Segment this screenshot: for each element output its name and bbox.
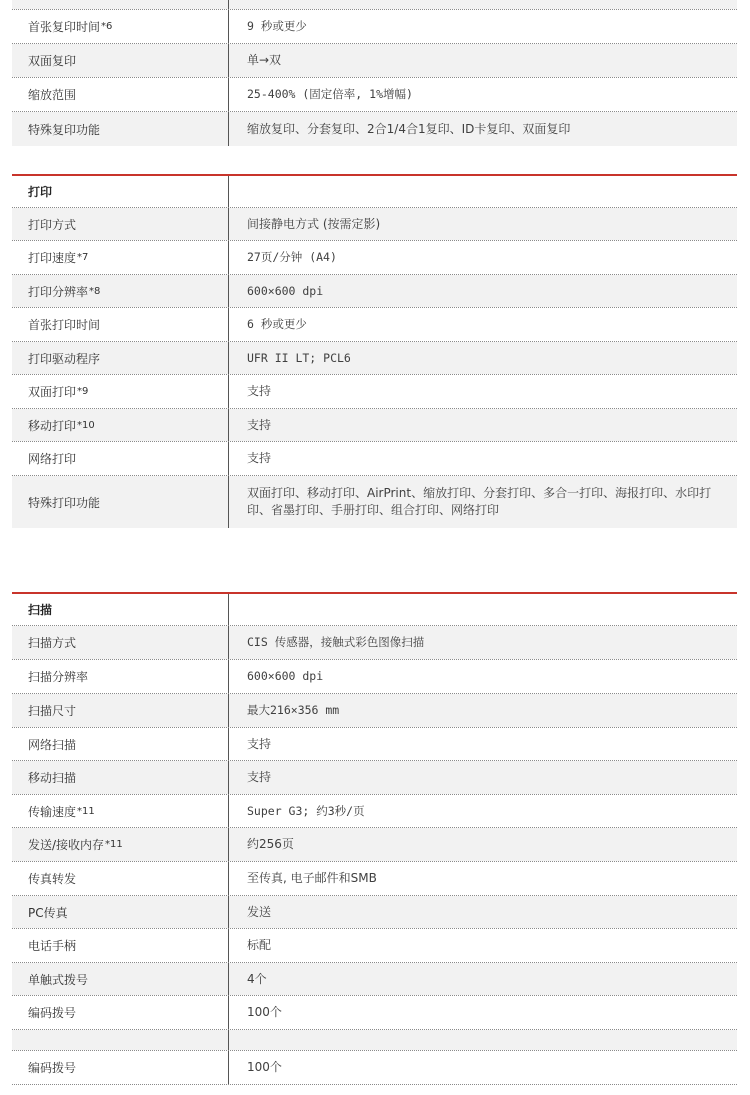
- scan-spec-table: [12, 592, 737, 1085]
- row-value: 至传真, 电子邮件和SMB: [229, 862, 737, 895]
- section-title: 扫描: [12, 594, 229, 625]
- row-label: 传输速度 *11: [12, 795, 229, 827]
- row-label: 特殊打印功能: [12, 476, 229, 528]
- row-label: 缩放范围: [12, 78, 229, 111]
- table-row: [12, 694, 737, 728]
- table-row: [12, 795, 737, 828]
- row-label: 编码拨号: [12, 1051, 229, 1084]
- row-value: [229, 1030, 737, 1050]
- row-label: 电话手柄: [12, 929, 229, 962]
- row-value: 600×600 dpi: [229, 660, 737, 693]
- row-label: 扫描分辨率: [12, 660, 229, 693]
- row-label: 扫描方式: [12, 626, 229, 659]
- table-row: [12, 442, 737, 476]
- table-row: [12, 476, 737, 528]
- row-label: 首张复印时间 *6: [12, 10, 229, 43]
- table-row: [12, 375, 737, 409]
- row-value: 支持: [229, 728, 737, 760]
- section-header-blank: [229, 594, 737, 625]
- row-label: 打印方式: [12, 208, 229, 240]
- table-row: [12, 896, 737, 929]
- row-label: PC传真: [12, 896, 229, 928]
- row-value: 600×600 dpi: [229, 275, 737, 307]
- section-header: [12, 174, 737, 208]
- table-row: [12, 112, 737, 146]
- row-value: 4个: [229, 963, 737, 995]
- row-value: Super G3; 约3秒/页: [229, 795, 737, 827]
- table-row: [12, 208, 737, 241]
- row-label: 移动打印 *10: [12, 409, 229, 441]
- table-row: [12, 660, 737, 694]
- row-label: 首张打印时间: [12, 308, 229, 341]
- row-value: 支持: [229, 409, 737, 441]
- table-row: [12, 929, 737, 963]
- row-value: 约256页: [229, 828, 737, 861]
- row-value: 25-400% (固定倍率, 1%增幅): [229, 78, 737, 111]
- row-label: 特殊复印功能: [12, 112, 229, 146]
- row-label: 单触式拨号: [12, 963, 229, 995]
- row-value: 支持: [229, 761, 737, 794]
- table-row: [12, 342, 737, 375]
- row-value: 发送: [229, 896, 737, 928]
- row-value: 支持: [229, 442, 737, 475]
- table-row: [12, 1051, 737, 1085]
- table-row: [12, 78, 737, 112]
- row-label: 打印速度 *7: [12, 241, 229, 274]
- row-value: 9 秒或更少: [229, 10, 737, 43]
- row-label: [12, 1030, 229, 1050]
- table-row: [12, 275, 737, 308]
- row-label: [12, 0, 229, 9]
- row-label: 双面复印: [12, 44, 229, 77]
- row-value: 100个: [229, 996, 737, 1029]
- table-row-gap: [12, 1030, 737, 1051]
- table-row: [12, 728, 737, 761]
- table-row: [12, 828, 737, 862]
- row-value: 单→双: [229, 44, 737, 77]
- row-label: 发送/接收内存 *11: [12, 828, 229, 861]
- table-row: [12, 10, 737, 44]
- row-label: 双面打印 *9: [12, 375, 229, 408]
- table-row: [12, 862, 737, 896]
- table-row: [12, 626, 737, 660]
- section-header: [12, 592, 737, 626]
- row-label: 传真转发: [12, 862, 229, 895]
- row-value: 双面打印、移动打印、AirPrint、缩放打印、分套打印、多合一打印、海报打印、水印打印、省墨打印、手册打印、组合打印、网络打印: [229, 476, 737, 528]
- row-value: 缩放复印、分套复印、2合1/4合1复印、ID卡复印、双面复印: [229, 112, 737, 146]
- row-value: UFR II LT; PCL6: [229, 342, 737, 374]
- section-title: 打印: [12, 176, 229, 207]
- table-row: [12, 409, 737, 442]
- section-header-blank: [229, 176, 737, 207]
- row-label: 编码拨号: [12, 996, 229, 1029]
- table-row: [12, 308, 737, 342]
- row-label: 网络打印: [12, 442, 229, 475]
- row-value: 最大216×356 mm: [229, 694, 737, 727]
- row-value: 标配: [229, 929, 737, 962]
- row-value: 100个: [229, 1051, 737, 1084]
- table-row: [12, 963, 737, 996]
- row-value: 间接静电方式 (按需定影): [229, 208, 737, 240]
- row-value: 支持: [229, 375, 737, 408]
- table-row: [12, 241, 737, 275]
- row-label: 打印分辨率 *8: [12, 275, 229, 307]
- row-label: 移动扫描: [12, 761, 229, 794]
- table-row: [12, 996, 737, 1030]
- table-row: [12, 44, 737, 78]
- print-spec-table: [12, 174, 737, 528]
- row-value: 27页/分钟 (A4): [229, 241, 737, 274]
- row-label: 扫描尺寸: [12, 694, 229, 727]
- copy-spec-table: [12, 0, 737, 146]
- row-value: [229, 0, 737, 9]
- row-value: CIS 传感器，接触式彩色图像扫描: [229, 626, 737, 659]
- row-label: 网络扫描: [12, 728, 229, 760]
- row-label: 打印驱动程序: [12, 342, 229, 374]
- table-row-cut: [12, 0, 737, 10]
- table-row: [12, 761, 737, 795]
- row-value: 6 秒或更少: [229, 308, 737, 341]
